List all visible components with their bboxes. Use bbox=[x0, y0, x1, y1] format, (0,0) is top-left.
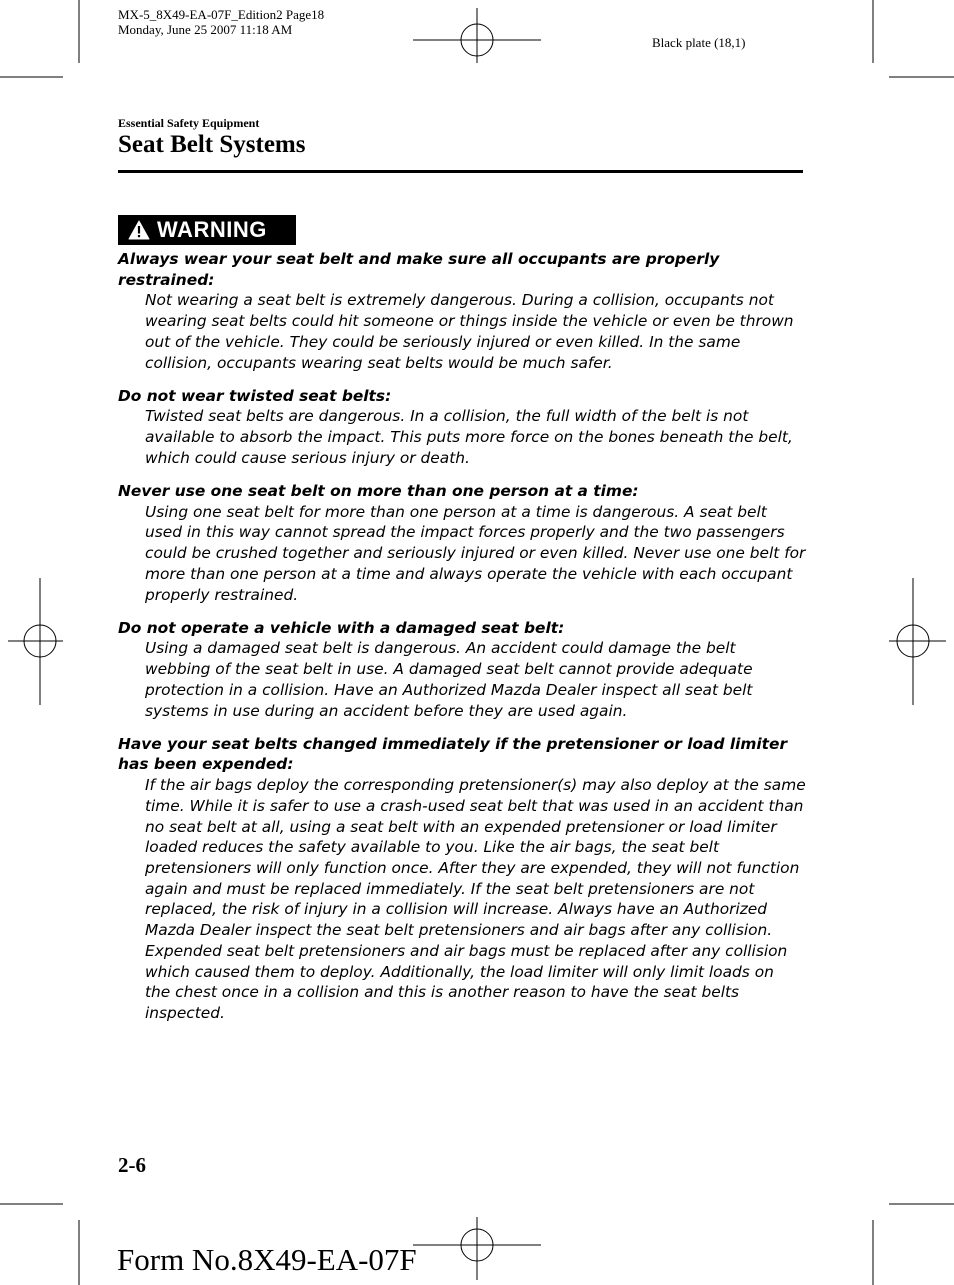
warning-item bbox=[118, 481, 808, 605]
warning-content bbox=[118, 249, 808, 1036]
body-line: again and must be replaced immediately. If the seat belt pretensioners are not bbox=[145, 879, 755, 898]
registration-mark-left bbox=[8, 578, 63, 705]
body-line: available to absorb the impact. This puts more force on the bones beneath the belt, bbox=[145, 428, 793, 447]
body-line: inspected. bbox=[145, 1003, 225, 1022]
body-line: the chest once in a collision and this is another reason to have the seat belts bbox=[145, 983, 740, 1002]
warning-item bbox=[118, 249, 808, 373]
warning-item-body bbox=[118, 290, 808, 373]
body-line: no seat belt at all, using a seat belt with an expended pretensioner or load limiter bbox=[145, 817, 777, 836]
body-line: webbing of the seat belt in use. A damaged seat belt cannot provide adequate bbox=[145, 660, 753, 679]
body-line: Using one seat belt for more than one person at a time is dangerous. A seat belt bbox=[145, 502, 767, 521]
warning-badge bbox=[118, 215, 296, 245]
section-label: Essential Safety Equipment bbox=[118, 116, 260, 130]
body-line: loaded reduces the safety available to you. Like the air bags, the seat belt bbox=[145, 838, 719, 857]
body-line: time. While it is safer to use a crash-used seat belt that was used in an accident than bbox=[145, 796, 804, 815]
body-line: protection in a collision. Have an Authorized Mazda Dealer inspect all seat belt bbox=[145, 680, 753, 699]
form-number: Form No.8X49-EA-07F bbox=[117, 1242, 417, 1277]
body-line: Expended seat belt pretensioners and air bags must be replaced after any collision bbox=[145, 941, 788, 960]
body-line: more than one person at a time and always operate the vehicle with each occupant bbox=[145, 564, 793, 583]
warning-item-body bbox=[118, 638, 808, 721]
warning-item bbox=[118, 618, 808, 722]
body-line: Using a damaged seat belt is dangerous. An accident could damage the belt bbox=[145, 639, 736, 658]
title-divider bbox=[118, 170, 803, 173]
warning-item-heading: Never use one seat belt on more than one person at a time: bbox=[118, 482, 639, 501]
print-info-file: MX-5_8X49-EA-07F_Edition2 Page18 bbox=[118, 7, 325, 22]
body-line: Mazda Dealer inspect the seat belt pretensioners and air bags after any collision. bbox=[145, 921, 773, 940]
warning-item bbox=[118, 386, 808, 469]
print-info bbox=[118, 7, 324, 37]
body-line: pretensioners will only function once. After they are expended, they will not function bbox=[145, 858, 800, 877]
warning-triangle-icon bbox=[128, 220, 150, 240]
warning-item-heading: Do not operate a vehicle with a damaged seat belt: bbox=[118, 618, 565, 637]
warning-item-heading: Always wear your seat belt and make sure all occupants are properly restrained: bbox=[118, 250, 720, 289]
page-number: 2-6 bbox=[118, 1153, 146, 1177]
warning-item-body bbox=[118, 502, 808, 606]
body-line: out of the vehicle. They could be seriously injured or even killed. In the same bbox=[145, 332, 741, 351]
warning-item-body bbox=[118, 775, 808, 1023]
registration-mark-bottom bbox=[413, 1217, 541, 1280]
registration-mark-right bbox=[889, 578, 946, 705]
body-line: collision, occupants wearing seat belts would be much safer. bbox=[145, 353, 613, 372]
body-line: systems in use during an accident before they are used again. bbox=[145, 701, 628, 720]
body-line: which caused them to deploy. Additionally, the load limiter will only limit loads on bbox=[145, 962, 774, 981]
body-line: could be crushed together and seriously injured or even killed. Never use one belt for bbox=[145, 544, 806, 563]
warning-item bbox=[118, 734, 808, 1024]
warning-label: WARNING bbox=[157, 217, 267, 242]
warning-item-heading: Do not wear twisted seat belts: bbox=[118, 386, 392, 405]
warning-item-body bbox=[118, 406, 808, 468]
body-line: properly restrained. bbox=[145, 585, 299, 604]
body-line: replaced, the risk of injury in a collision will increase. Always have an Authorized bbox=[145, 900, 768, 919]
warning-item-heading: Have your seat belts changed immediately if the pretensioner or load limiter has been expended: bbox=[118, 734, 788, 774]
body-line: which could cause serious injury or death. bbox=[145, 448, 470, 467]
registration-mark-top bbox=[413, 8, 541, 63]
body-line: wearing seat belts could hit someone or things inside the vehicle or even be thrown bbox=[145, 312, 794, 331]
body-line: Twisted seat belts are dangerous. In a collision, the full width of the belt is not bbox=[145, 407, 749, 426]
plate-info: Black plate (18,1) bbox=[652, 35, 746, 50]
body-line: If the air bags deploy the corresponding pretensioner(s) may also deploy at the same bbox=[145, 776, 806, 795]
body-line: Not wearing a seat belt is extremely dangerous. During a collision, occupants not bbox=[145, 291, 774, 310]
print-info-date: Monday, June 25 2007 11:18 AM bbox=[118, 22, 293, 37]
body-line: used in this way cannot spread the impact forces properly and the two passengers bbox=[145, 523, 785, 542]
page-title: Seat Belt Systems bbox=[118, 131, 306, 158]
